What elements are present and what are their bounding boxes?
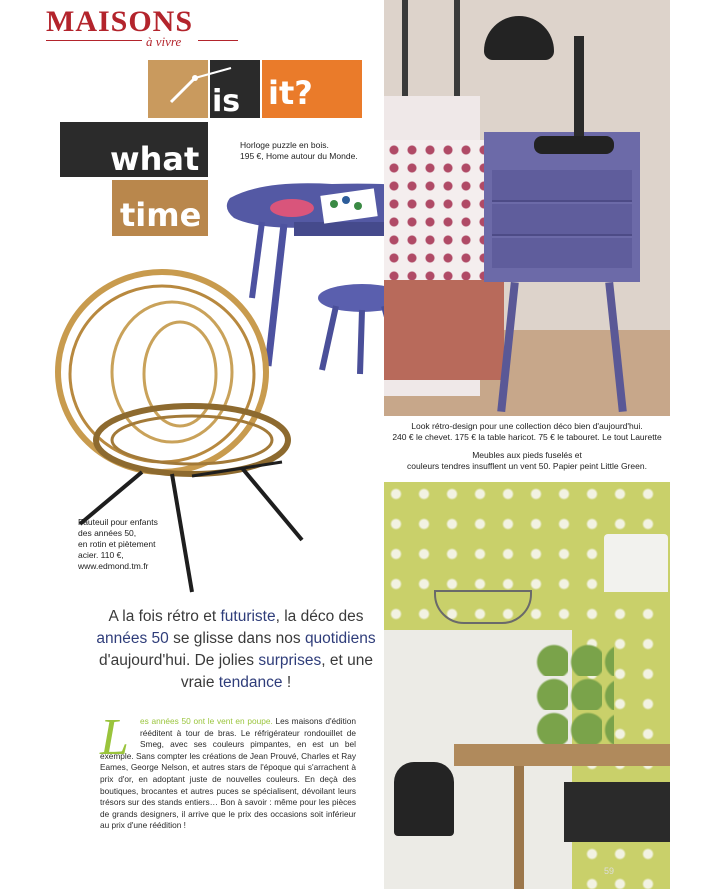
body-lead: es années 50 ont le vent en poupe. xyxy=(140,716,273,726)
caption-bedroom: Look rétro-design pour une collection déco bien d'aujourd'hui. 240 € le chevet. 175 € la table haricot. 75 € le tabouret. Le tout Laurette xyxy=(392,421,662,442)
caption-clock: Horloge puzzle en bois. 195 €, Home autour du Monde. xyxy=(240,140,358,161)
intro-part: d'aujourd'hui. De jolies xyxy=(99,652,259,669)
body-dropcap: L xyxy=(100,709,129,766)
masthead-rule-left xyxy=(46,40,142,41)
body-paragraph xyxy=(100,716,356,832)
clock-word-what: what xyxy=(110,140,200,178)
page-number: 59 xyxy=(604,866,615,876)
dropcap-spacer xyxy=(100,716,140,750)
intro-part: se glisse dans nos xyxy=(168,630,305,647)
bedroom-photo xyxy=(384,0,670,416)
intro-highlight: futuriste xyxy=(220,608,276,625)
intro-part: A la fois rétro et xyxy=(108,608,221,625)
caption-chair: Fauteuil pour enfants des années 50, en rotin et piètement acier. 110 €, www.edmond.tm.fr xyxy=(78,517,158,571)
caption-dining: Meubles aux pieds fuselés et couleurs tendres insufflent un vent 50. Papier peint Little Green. xyxy=(407,450,647,471)
dining-photo xyxy=(384,482,670,889)
intro-heading xyxy=(95,606,377,694)
intro-part: , et une vraie xyxy=(180,652,373,691)
intro-part: ! xyxy=(282,674,292,691)
intro-part: , la déco des xyxy=(275,608,364,625)
masthead-subtitle: à vivre xyxy=(146,34,182,49)
clock-word-time: time xyxy=(120,196,202,234)
masthead-title: MAISONS xyxy=(46,5,194,38)
intro-highlight: années 50 xyxy=(96,630,169,647)
body-text: Les maisons d'édition rééditent à tour de bras. Le réfrigérateur rondouillet de Smeg, avec ses couleurs pimpantes, en est un bel exemple. Sans compter les créations de Jean Prouvé, Charles et Ray Eames, George Nelson, et autres stars de l'époque qui s'arrachent à prix d'or, en adoptant juste de nouvelles couleurs. En deçà des boutiques, brocantes et autres puces se spécialisent, dévoilant leurs trésors sur des stands entiers… Bon à savoir : même pour les pièces de grands designers, il arrive que le prix des occasions soit inférieur au prix d'une réédition ! xyxy=(100,716,356,831)
clock-word-is: is xyxy=(212,84,241,119)
intro-highlight: quotidiens xyxy=(304,630,376,647)
clock-word-it: it? xyxy=(268,74,313,112)
masthead-rule-right xyxy=(198,40,238,41)
intro-highlight: surprises xyxy=(258,652,322,669)
masthead xyxy=(46,6,246,50)
intro-highlight: tendance xyxy=(218,674,283,691)
